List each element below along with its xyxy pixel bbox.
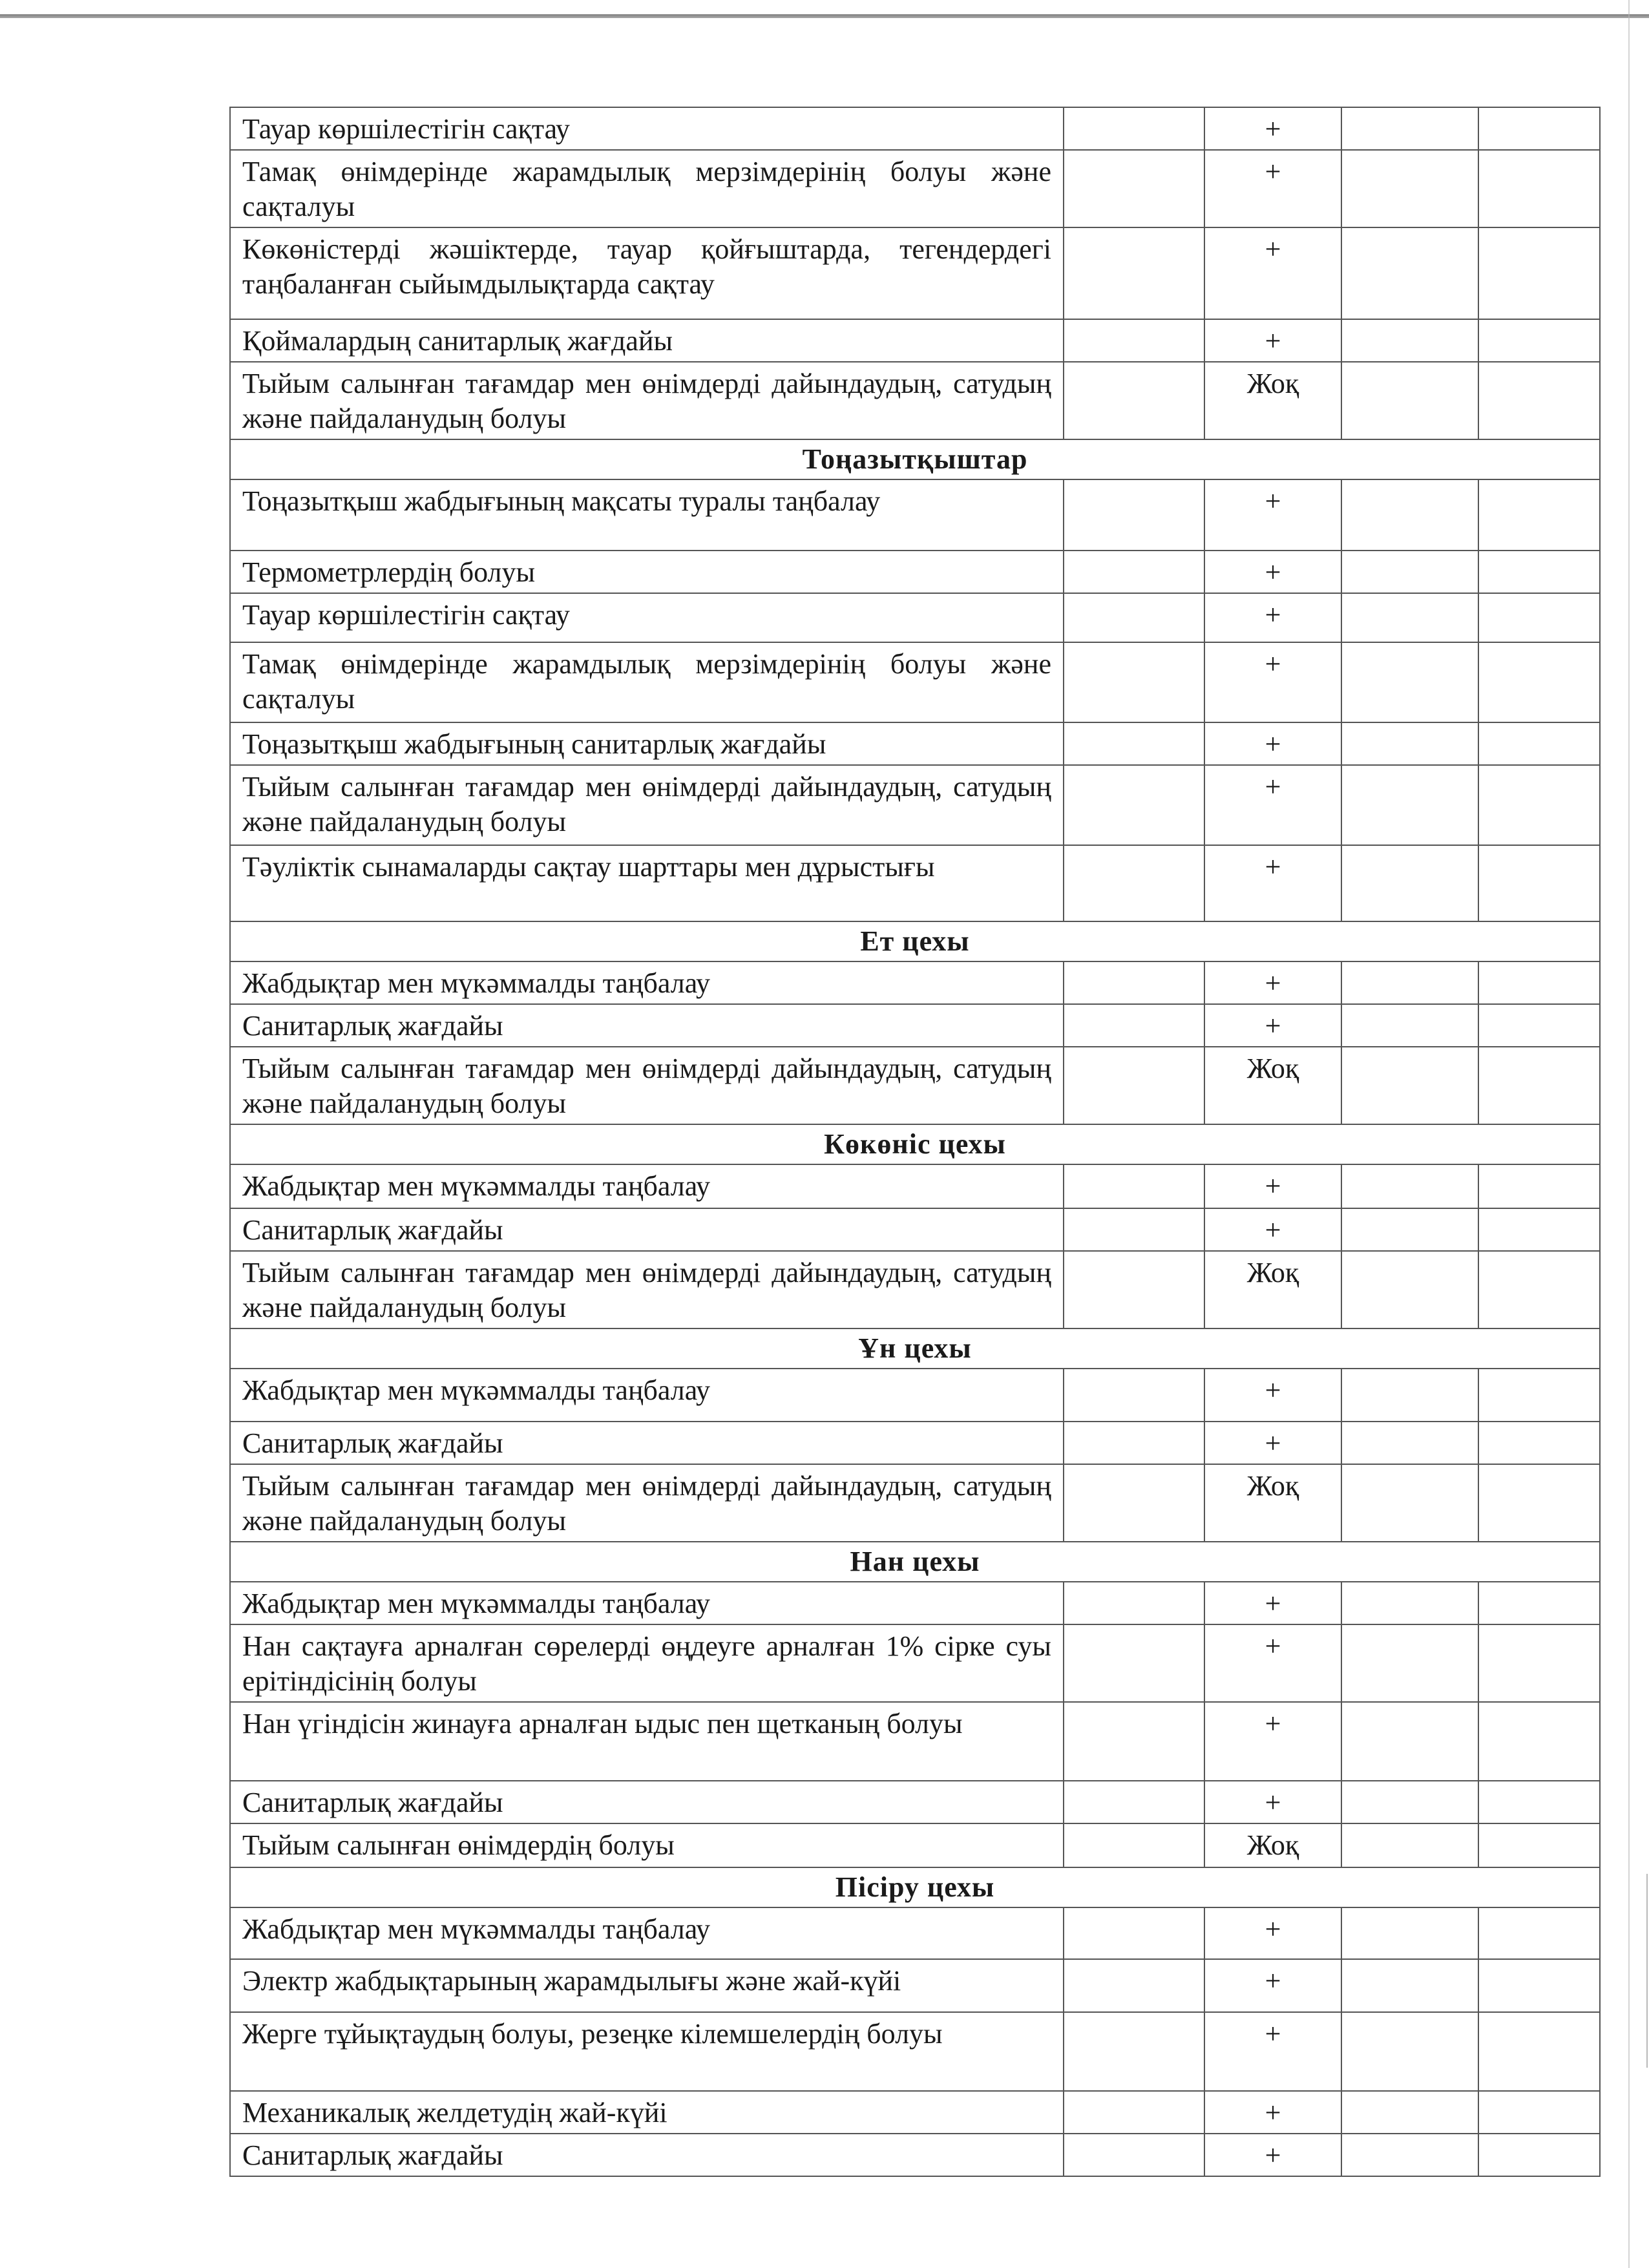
- empty-cell: [1064, 1422, 1204, 1464]
- result-mark: +: [1204, 2091, 1341, 2134]
- empty-cell: [1478, 107, 1600, 150]
- result-mark: +: [1204, 961, 1341, 1004]
- criterion-text: Көкөністерді жәшіктерде, тауар қойғыштарда, тегендердегі таңбаланған сыйымдылықтарда сақтау: [230, 227, 1064, 319]
- result-mark: +: [1204, 1369, 1341, 1422]
- table-row: [230, 593, 1600, 642]
- empty-cell: [1478, 2091, 1600, 2134]
- empty-cell: [1341, 150, 1478, 227]
- result-mark: +: [1204, 479, 1341, 551]
- table-row: [230, 1823, 1600, 1867]
- empty-cell: [1341, 1422, 1478, 1464]
- empty-cell: [1341, 1164, 1478, 1208]
- scan-artifact-top-line: [0, 14, 1649, 18]
- empty-cell: [1064, 1369, 1204, 1422]
- empty-cell: [1341, 1464, 1478, 1542]
- result-mark: +: [1204, 1582, 1341, 1624]
- section-heading: Тоңазытқыштар: [230, 439, 1600, 479]
- empty-cell: [1064, 551, 1204, 593]
- table-row: [230, 961, 1600, 1004]
- empty-cell: [1064, 1781, 1204, 1823]
- empty-cell: [1478, 765, 1600, 845]
- table-row: [230, 1208, 1600, 1251]
- empty-cell: [1341, 362, 1478, 439]
- empty-cell: [1341, 1047, 1478, 1124]
- table-row: [230, 2091, 1600, 2134]
- empty-cell: [1478, 150, 1600, 227]
- section-heading-row: [230, 1124, 1600, 1164]
- criterion-text: Жабдықтар мен мүкәммалды таңбалау: [230, 1582, 1064, 1624]
- section-heading: Ұн цехы: [230, 1328, 1600, 1369]
- result-mark: Жоқ: [1204, 1047, 1341, 1124]
- criterion-text: Қоймалардың санитарлық жағдайы: [230, 319, 1064, 362]
- table-row: [230, 722, 1600, 765]
- empty-cell: [1478, 362, 1600, 439]
- result-mark: +: [1204, 1164, 1341, 1208]
- empty-cell: [1478, 722, 1600, 765]
- criterion-text: Нан үгіндісін жинауға арналған ыдыс пен щетканың болуы: [230, 1702, 1064, 1781]
- result-mark: +: [1204, 722, 1341, 765]
- criterion-text: Тыйым салынған тағамдар мен өнімдерді дайындаудың, сатудың және пайдаланудың болуы: [230, 1047, 1064, 1124]
- empty-cell: [1064, 1823, 1204, 1867]
- section-heading-row: [230, 1867, 1600, 1907]
- empty-cell: [1478, 593, 1600, 642]
- criterion-text: Жабдықтар мен мүкәммалды таңбалау: [230, 961, 1064, 1004]
- result-mark: +: [1204, 2134, 1341, 2176]
- empty-cell: [1478, 1582, 1600, 1624]
- empty-cell: [1341, 1823, 1478, 1867]
- result-mark: +: [1204, 227, 1341, 319]
- table-row: [230, 551, 1600, 593]
- empty-cell: [1064, 1464, 1204, 1542]
- checklist-table: [229, 107, 1601, 2177]
- empty-cell: [1064, 1959, 1204, 2012]
- empty-cell: [1478, 1702, 1600, 1781]
- result-mark: +: [1204, 642, 1341, 722]
- result-mark: Жоқ: [1204, 1823, 1341, 1867]
- table-row: [230, 1464, 1600, 1542]
- empty-cell: [1341, 551, 1478, 593]
- section-heading: Пісіру цехы: [230, 1867, 1600, 1907]
- criterion-text: Тамақ өнімдерінде жарамдылық мерзімдерінің болуы және сақталуы: [230, 642, 1064, 722]
- empty-cell: [1064, 961, 1204, 1004]
- table-row: [230, 2012, 1600, 2091]
- empty-cell: [1064, 722, 1204, 765]
- table-row: [230, 1959, 1600, 2012]
- result-mark: +: [1204, 1004, 1341, 1047]
- section-heading: Көкөніс цехы: [230, 1124, 1600, 1164]
- empty-cell: [1341, 2134, 1478, 2176]
- empty-cell: [1341, 227, 1478, 319]
- criterion-text: Тыйым салынған тағамдар мен өнімдерді дайындаудың, сатудың және пайдаланудың болуы: [230, 362, 1064, 439]
- table-row: [230, 319, 1600, 362]
- criterion-text: Санитарлық жағдайы: [230, 1004, 1064, 1047]
- empty-cell: [1064, 2012, 1204, 2091]
- criterion-text: Тыйым салынған өнімдердің болуы: [230, 1823, 1064, 1867]
- table-row: [230, 362, 1600, 439]
- table-row: [230, 845, 1600, 921]
- empty-cell: [1341, 642, 1478, 722]
- empty-cell: [1478, 1004, 1600, 1047]
- empty-cell: [1064, 1004, 1204, 1047]
- criterion-text: Электр жабдықтарының жарамдылығы және жай-күйі: [230, 1959, 1064, 2012]
- criterion-text: Тауар көршілестігін сақтау: [230, 107, 1064, 150]
- empty-cell: [1341, 1369, 1478, 1422]
- result-mark: +: [1204, 150, 1341, 227]
- empty-cell: [1064, 362, 1204, 439]
- section-heading-row: [230, 1328, 1600, 1369]
- result-mark: +: [1204, 765, 1341, 845]
- empty-cell: [1064, 1047, 1204, 1124]
- result-mark: +: [1204, 107, 1341, 150]
- scan-artifact-right-edge-lower: [1646, 1874, 1648, 2068]
- empty-cell: [1341, 1004, 1478, 1047]
- section-heading: Ет цехы: [230, 921, 1600, 961]
- table-row: [230, 1702, 1600, 1781]
- empty-cell: [1478, 642, 1600, 722]
- empty-cell: [1064, 1251, 1204, 1328]
- table-row: [230, 1004, 1600, 1047]
- criterion-text: Санитарлық жағдайы: [230, 1208, 1064, 1251]
- criterion-text: Тыйым салынған тағамдар мен өнімдерді дайындаудың, сатудың және пайдаланудың болуы: [230, 1251, 1064, 1328]
- empty-cell: [1341, 2012, 1478, 2091]
- result-mark: Жоқ: [1204, 1251, 1341, 1328]
- result-mark: +: [1204, 593, 1341, 642]
- empty-cell: [1478, 1907, 1600, 1959]
- empty-cell: [1064, 2134, 1204, 2176]
- empty-cell: [1341, 2091, 1478, 2134]
- criterion-text: Механикалық желдетудің жай-күйі: [230, 2091, 1064, 2134]
- criterion-text: Санитарлық жағдайы: [230, 2134, 1064, 2176]
- empty-cell: [1478, 1781, 1600, 1823]
- empty-cell: [1064, 107, 1204, 150]
- criterion-text: Тоңазытқыш жабдығының санитарлық жағдайы: [230, 722, 1064, 765]
- empty-cell: [1478, 1464, 1600, 1542]
- criterion-text: Тауар көршілестігін сақтау: [230, 593, 1064, 642]
- empty-cell: [1478, 2012, 1600, 2091]
- empty-cell: [1341, 479, 1478, 551]
- table-row: [230, 1624, 1600, 1702]
- empty-cell: [1064, 1164, 1204, 1208]
- empty-cell: [1064, 319, 1204, 362]
- empty-cell: [1064, 1907, 1204, 1959]
- result-mark: +: [1204, 1907, 1341, 1959]
- empty-cell: [1064, 1702, 1204, 1781]
- criterion-text: Тоңазытқыш жабдығының мақсаты туралы таңбалау: [230, 479, 1064, 551]
- table-row: [230, 642, 1600, 722]
- criterion-text: Тәуліктік сынамаларды сақтау шарттары мен дұрыстығы: [230, 845, 1064, 921]
- empty-cell: [1341, 1781, 1478, 1823]
- table-row: [230, 227, 1600, 319]
- criterion-text: Жерге тұйықтаудың болуы, резеңке кілемшелердің болуы: [230, 2012, 1064, 2091]
- empty-cell: [1064, 593, 1204, 642]
- empty-cell: [1341, 319, 1478, 362]
- empty-cell: [1064, 227, 1204, 319]
- result-mark: +: [1204, 1208, 1341, 1251]
- empty-cell: [1341, 1582, 1478, 1624]
- criterion-text: Тамақ өнімдерінде жарамдылық мерзімдерінің болуы және сақталуы: [230, 150, 1064, 227]
- table-row: [230, 1369, 1600, 1422]
- empty-cell: [1478, 319, 1600, 362]
- section-heading-row: [230, 921, 1600, 961]
- empty-cell: [1064, 642, 1204, 722]
- empty-cell: [1341, 1251, 1478, 1328]
- result-mark: +: [1204, 1624, 1341, 1702]
- empty-cell: [1478, 2134, 1600, 2176]
- table-row: [230, 1907, 1600, 1959]
- result-mark: +: [1204, 2012, 1341, 2091]
- result-mark: +: [1204, 319, 1341, 362]
- table-row: [230, 1047, 1600, 1124]
- criterion-text: Нан сақтауға арналған сөрелерді өңдеуге арналған 1% сірке суы ерітіндісінің болуы: [230, 1624, 1064, 1702]
- table-row: [230, 1251, 1600, 1328]
- result-mark: Жоқ: [1204, 1464, 1341, 1542]
- empty-cell: [1064, 845, 1204, 921]
- criterion-text: Санитарлық жағдайы: [230, 1422, 1064, 1464]
- empty-cell: [1341, 722, 1478, 765]
- result-mark: +: [1204, 551, 1341, 593]
- empty-cell: [1478, 1959, 1600, 2012]
- empty-cell: [1064, 2091, 1204, 2134]
- result-mark: +: [1204, 1959, 1341, 2012]
- empty-cell: [1478, 961, 1600, 1004]
- criterion-text: Тыйым салынған тағамдар мен өнімдерді дайындаудың, сатудың және пайдаланудың болуы: [230, 1464, 1064, 1542]
- empty-cell: [1341, 1702, 1478, 1781]
- table-row: [230, 150, 1600, 227]
- table-row: [230, 765, 1600, 845]
- result-mark: +: [1204, 1422, 1341, 1464]
- empty-cell: [1478, 1624, 1600, 1702]
- empty-cell: [1341, 845, 1478, 921]
- empty-cell: [1478, 1823, 1600, 1867]
- result-mark: Жоқ: [1204, 362, 1341, 439]
- empty-cell: [1341, 1624, 1478, 1702]
- criterion-text: Жабдықтар мен мүкәммалды таңбалау: [230, 1369, 1064, 1422]
- criterion-text: Тыйым салынған тағамдар мен өнімдерді дайындаудың, сатудың және пайдаланудың болуы: [230, 765, 1064, 845]
- table-row: [230, 1422, 1600, 1464]
- empty-cell: [1478, 1164, 1600, 1208]
- empty-cell: [1064, 1624, 1204, 1702]
- empty-cell: [1341, 1907, 1478, 1959]
- section-heading-row: [230, 1542, 1600, 1582]
- result-mark: +: [1204, 1781, 1341, 1823]
- scan-artifact-right-edge: [1628, 0, 1630, 2268]
- empty-cell: [1341, 593, 1478, 642]
- empty-cell: [1478, 1251, 1600, 1328]
- empty-cell: [1064, 1582, 1204, 1624]
- empty-cell: [1478, 1208, 1600, 1251]
- result-mark: +: [1204, 845, 1341, 921]
- empty-cell: [1064, 150, 1204, 227]
- table-row: [230, 2134, 1600, 2176]
- section-heading: Нан цехы: [230, 1542, 1600, 1582]
- inspection-checklist: [229, 107, 1599, 2177]
- criterion-text: Термометрлердің болуы: [230, 551, 1064, 593]
- table-row: [230, 1582, 1600, 1624]
- empty-cell: [1064, 479, 1204, 551]
- criterion-text: Жабдықтар мен мүкәммалды таңбалау: [230, 1907, 1064, 1959]
- empty-cell: [1341, 961, 1478, 1004]
- empty-cell: [1478, 1369, 1600, 1422]
- criterion-text: Жабдықтар мен мүкәммалды таңбалау: [230, 1164, 1064, 1208]
- table-row: [230, 479, 1600, 551]
- table-row: [230, 107, 1600, 150]
- table-row: [230, 1781, 1600, 1823]
- table-row: [230, 1164, 1600, 1208]
- empty-cell: [1341, 765, 1478, 845]
- empty-cell: [1341, 1208, 1478, 1251]
- empty-cell: [1478, 1047, 1600, 1124]
- empty-cell: [1064, 765, 1204, 845]
- empty-cell: [1478, 551, 1600, 593]
- empty-cell: [1478, 227, 1600, 319]
- empty-cell: [1341, 107, 1478, 150]
- checklist-body: [230, 107, 1600, 2176]
- empty-cell: [1341, 1959, 1478, 2012]
- criterion-text: Санитарлық жағдайы: [230, 1781, 1064, 1823]
- empty-cell: [1478, 479, 1600, 551]
- empty-cell: [1478, 845, 1600, 921]
- empty-cell: [1478, 1422, 1600, 1464]
- section-heading-row: [230, 439, 1600, 479]
- result-mark: +: [1204, 1702, 1341, 1781]
- empty-cell: [1064, 1208, 1204, 1251]
